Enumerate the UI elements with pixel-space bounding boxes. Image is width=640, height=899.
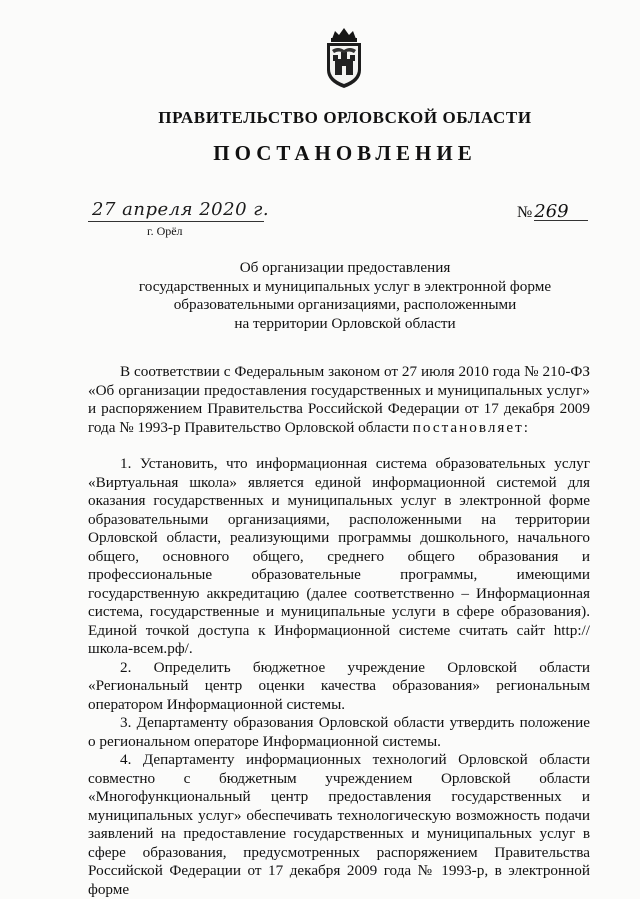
document-type: ПОСТАНОВЛЕНИЕ (213, 141, 477, 165)
decree-word: постановляет: (412, 418, 531, 436)
clause-4: 4. Департаменту информационных технологий Орловской области совместно с бюджетным учреждением Орловской области «Многофункциональный центр предоставления государственных и муниципальных услуг» обеспечивать технологическую возможность подачи заявлений на предоставление государственных и муниципальных услуг в сфере образования, предусмотренных распоряжением Правительства Российской Федерации от 17 декабря 2009 года № 1993-р, в электронной форме (88, 751, 590, 898)
government-title: ПРАВИТЕЛЬСТВО ОРЛОВСКОЙ ОБЛАСТИ (158, 108, 532, 127)
orel-coat-of-arms-icon (318, 26, 370, 90)
number-sign: № (517, 204, 533, 221)
handwritten-date: 27 апреля 2020 г. (92, 199, 270, 220)
clause-1: 1. Установить, что информационная система образовательных услуг «Виртуальная школа» является единой информационной системой для оказания государственных и муниципальных услуг в электронной форме образовательными организациями, расположенными на территории Орловской области, реализующими программы дошкольного, начального общего, основного общего, среднего общего образования и профессиональные образовательные программы, имеющими государственную аккредитацию (далее соответственно – Информационная система, государственные и муниципальные услуги в сфере образования). Единой точкой доступа к Информационной системе считать сайт http://школа-всем.рф/. (88, 455, 590, 657)
clause-3: 3. Департаменту образования Орловской области утвердить положение о региональном операторе Информационной системы. (88, 714, 590, 750)
subject-line: образовательными организациями, расположенными (173, 296, 517, 314)
date-underline (88, 221, 264, 222)
document-number (517, 203, 588, 222)
preamble-paragraph (88, 363, 590, 437)
subject-line: на территории Орловской области (234, 314, 456, 332)
city-label: г. Орёл (147, 224, 183, 238)
clause-2: 2. Определить бюджетное учреждение Орловской области «Региональный центр оценки качества образования» региональным оператором Информационной системы. (88, 658, 590, 713)
document-body (88, 363, 590, 899)
handwritten-number: 269 (534, 203, 588, 221)
preamble-text: В соответствии с Федеральным законом от 27 июля 2010 года № 210-ФЗ «Об организации предоставления государственных и муниципальных услуг» и распоряжением Правительства Российской Федерации от 17 декабря 2009 года № 1993-р Правительство Орловской области (88, 363, 590, 436)
subject-line: государственных и муниципальных услуг в электронной форме (138, 277, 552, 295)
document-subject (120, 259, 570, 333)
subject-line: Об организации предоставления (239, 259, 451, 276)
